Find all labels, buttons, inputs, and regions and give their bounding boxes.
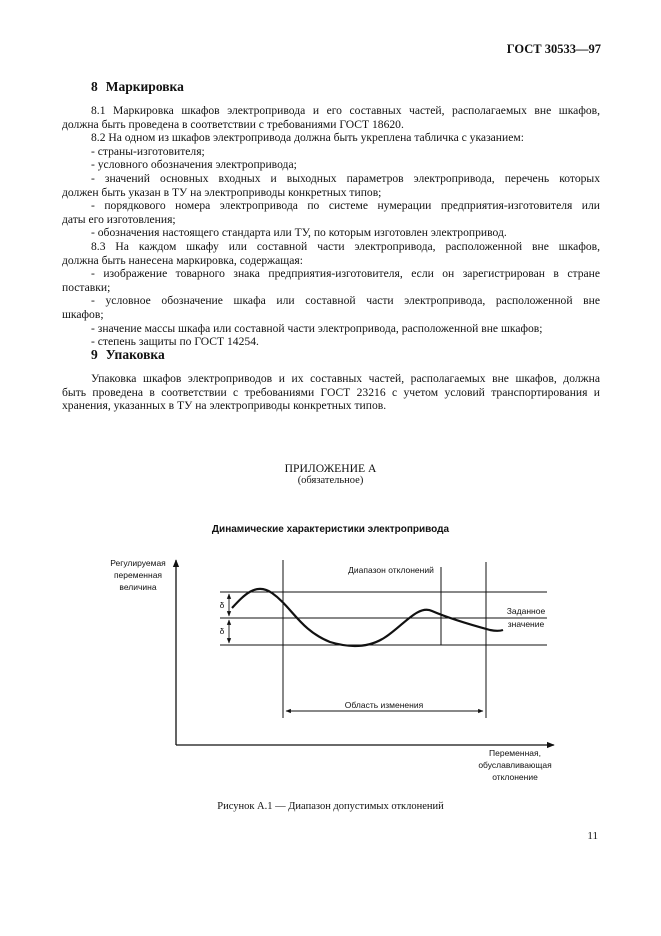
text-line: - условное обозначение шкафа или составной части электропривода, расположенной вне: [91, 294, 600, 308]
text-line: - порядкового номера электропривода по системе нумерации предприятия-изготовителя или: [91, 199, 600, 213]
text-line: должна быть проведена в соответствии с требованиями ГОСТ 18620.: [62, 117, 404, 131]
appendix-subtitle: (обязательное): [297, 475, 364, 486]
x-axis-label-line-1: Переменная,: [489, 748, 541, 758]
delta-bottom-label: δ: [219, 626, 225, 636]
delta-top-label: δ: [219, 600, 225, 610]
section-9-number: 9: [91, 347, 98, 362]
section-9-title: Упаковка: [105, 347, 165, 362]
x-axis-label-line-3: отклонение: [492, 772, 538, 782]
figure-title: Динамические характеристики электропривода: [211, 524, 450, 535]
standard-code-header: ГОСТ 30533—97: [506, 42, 601, 56]
y-axis-label-line-1: Регулируемая: [110, 558, 166, 568]
text-line: - условного обозначения электропривода;: [91, 158, 297, 172]
text-line: Упаковка шкафов электроприводов и их составных частей, располагаемых вне шкафов, должна: [91, 372, 600, 385]
text-line: - значение массы шкафа или составной части электропривода, расположенной вне шкафов;: [91, 321, 543, 335]
text-line: 8.3 На каждом шкафу или составной части электропривода, расположенной вне шкафов,: [91, 239, 600, 253]
text-line: - страны-изготовителя;: [91, 144, 205, 158]
area-label: Область изменения: [344, 700, 424, 710]
text-line: даты его изготовления;: [62, 212, 176, 226]
setpoint-label-line-1: Заданное: [506, 606, 546, 616]
text-line: 8.2 На одном из шкафов электропривода должна быть укреплена табличка с указанием:: [91, 131, 524, 145]
text-line: хранения, указанных в ТУ на электроприводы конкретных типов.: [62, 399, 387, 413]
text-line: должен быть указан в ТУ на электроприводы конкретных типов;: [62, 185, 382, 199]
text-line: должна быть нанесена маркировка, содержащая:: [62, 253, 303, 267]
section-8-number: 8: [91, 79, 98, 94]
response-curve: [232, 589, 503, 646]
range-label: Диапазон отклонений: [348, 565, 434, 575]
text-line: - степень защиты по ГОСТ 14254.: [91, 335, 259, 349]
section-8-title: Маркировка: [105, 79, 184, 94]
text-line: быть проведена в соответствии с требованиями ГОСТ 23216 с учетом условий транспортирования и: [62, 385, 600, 399]
text-line: поставки;: [62, 280, 111, 294]
page-number: 11: [587, 830, 598, 842]
y-axis-label-line-3: величина: [119, 582, 157, 592]
text-line: - значений основных входных и выходных параметров электропривода, перечень которых: [91, 171, 600, 185]
text-line: 8.1 Маркировка шкафов электропривода и его составных частей, располагаемых вне шкафов,: [91, 104, 600, 117]
setpoint-label-line-2: значение: [507, 619, 545, 629]
y-axis-label-line-2: переменная: [113, 570, 163, 580]
text-line: шкафов;: [62, 307, 104, 321]
text-line: - изображение товарного знака предприятия-изготовителя, если он зарегистрирован в стране: [91, 267, 600, 281]
appendix-title: ПРИЛОЖЕНИЕ А: [284, 462, 377, 475]
figure-caption: Рисунок А.1 — Диапазон допустимых отклонений: [217, 801, 444, 812]
x-axis-label-line-2: обуславливающая: [478, 760, 552, 770]
text-line: - обозначения настоящего стандарта или ТУ, по которым изготовлен электропривод.: [91, 226, 507, 240]
